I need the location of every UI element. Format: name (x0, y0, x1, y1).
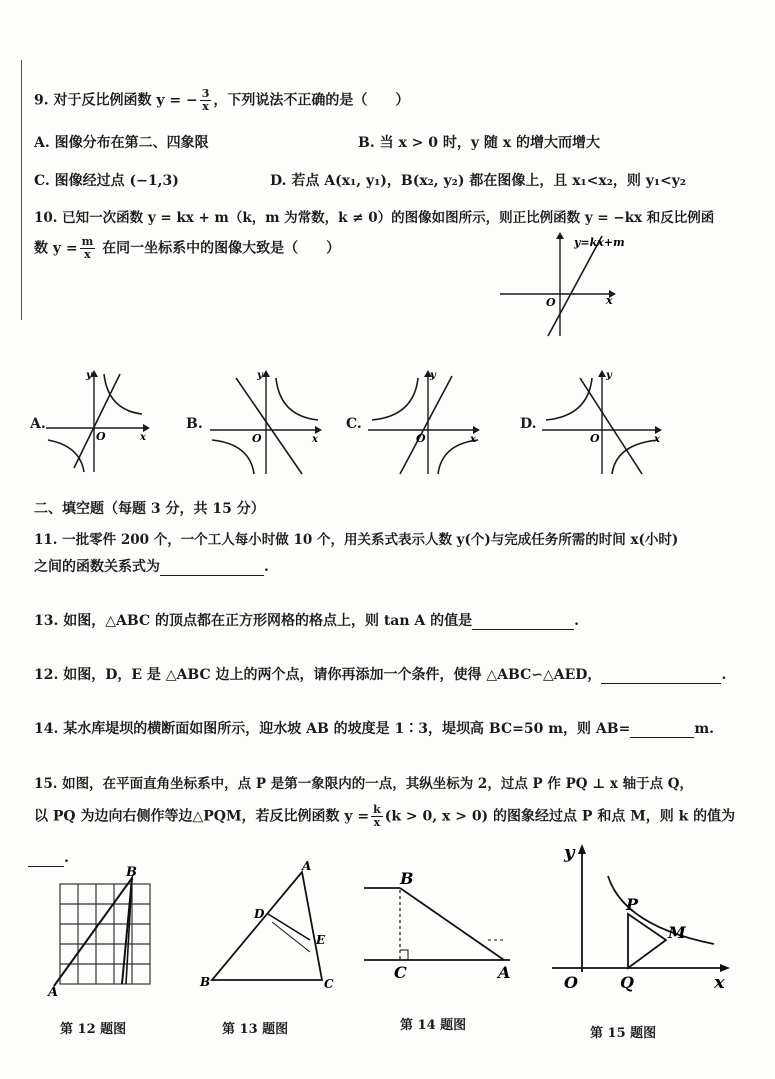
q11-line1: 11. 一批零件 200 个，一个工人每小时做 10 个，用关系式表示人数 y(个)与完成任务所需的时间 x(小时) (34, 532, 679, 548)
q10-frac-den: x (84, 248, 91, 261)
q10-option-c-label[interactable]: C. (346, 416, 362, 432)
origin-label: O (252, 432, 262, 445)
q10-option-d-graph[interactable] (542, 368, 667, 478)
q15-fraction (371, 804, 383, 829)
label-a: A (302, 859, 312, 873)
q10-line1: 10. 已知一次函数 y = kx + m（k，m 为常数，k ≠ 0）的图像如图所示，则正比例函数 y = −kx 和反比例函 (34, 210, 715, 226)
x-arrow-icon (720, 964, 730, 972)
label-b: B (400, 869, 414, 888)
q10-option-a-graph[interactable] (46, 368, 156, 478)
x-arrow-icon (655, 426, 662, 434)
q11-line2-text: 之间的函数关系式为 (34, 559, 160, 575)
hyperbola-branch-3 (48, 440, 84, 472)
hyperbola-branch-1 (276, 378, 318, 420)
q10-option-b-graph[interactable] (210, 368, 325, 478)
y-arrow-icon (556, 232, 564, 239)
q9-option-d[interactable]: D. 若点 A(x₁, y₁)，B(x₂, y₂) 都在图像上，且 x₁<x₂，则 y₁<y₂ (270, 173, 687, 189)
q15-end: . (64, 850, 69, 866)
label-a: A (48, 985, 59, 1000)
x-axis-label: x (470, 434, 476, 445)
slope-ab (400, 888, 504, 960)
y-arrow-icon (598, 370, 606, 377)
q15-answer-blank[interactable] (28, 850, 64, 867)
label-m: M (668, 923, 686, 942)
y-arrow-icon (578, 844, 586, 854)
q10-option-b-label[interactable]: B. (186, 416, 203, 432)
label-e: E (316, 933, 326, 947)
hyperbola-curve (608, 876, 714, 944)
hyperbola-branch-3 (212, 440, 254, 474)
fig12-grid-figure (40, 865, 160, 1000)
y-axis-label: y (430, 370, 436, 381)
page-margin-line (21, 60, 22, 320)
origin-label: O (590, 432, 600, 445)
x-axis-label: x (606, 294, 613, 307)
linear-function-line (548, 236, 602, 336)
q10-fraction (80, 236, 96, 261)
square-grid (60, 884, 150, 984)
q15-line2-prefix: 以 PQ 为边向右侧作等边△PQM，若反比例函数 y = (34, 808, 370, 825)
q9-option-b[interactable]: B. 当 x > 0 时，y 随 x 的增大而增大 (358, 135, 600, 151)
y-axis-label: y (606, 370, 612, 381)
proportional-line (74, 374, 120, 468)
q9-suffix: ，下列说法不正确的是（ ） (213, 92, 410, 109)
fig15-coordinate-figure (548, 842, 738, 992)
right-angle-mark (400, 950, 408, 960)
label-c: C (394, 963, 407, 982)
q9-frac-den: x (202, 100, 209, 113)
q13-text: 13. 如图，△ABC 的顶点都在正方形网格的格点上，则 tan A 的值是 (34, 613, 473, 629)
origin-label: O (96, 430, 106, 443)
hyperbola-branch-1 (104, 374, 142, 414)
q15-frac-num: k (373, 803, 381, 816)
q13-line (34, 610, 579, 630)
label-b: B (200, 975, 211, 989)
q10-option-d-label[interactable]: D. (520, 416, 537, 432)
hyperbola-branch-4 (612, 440, 658, 474)
q12-answer-blank[interactable] (601, 667, 721, 684)
label-c: C (324, 977, 334, 991)
q14-answer-blank[interactable] (630, 721, 694, 738)
q15-line2-suffix: (k > 0, x > 0) 的图象经过点 P 和点 M，则 k 的值为 (384, 808, 736, 825)
x-axis-label: x (140, 432, 146, 443)
fig15-caption: 第 15 题图 (590, 1026, 657, 1041)
q14-line (34, 718, 714, 738)
fig12-caption: 第 12 题图 (60, 1022, 127, 1037)
q14-text: 14. 某水库堤坝的横断面如图所示，迎水坡 AB 的坡度是 1∶3，堤坝高 BC=50 m，则 AB= (34, 721, 631, 737)
origin-label: O (546, 296, 556, 309)
hyperbola-branch-2 (546, 378, 592, 420)
q9-prefix: 9. 对于反比例函数 y = − (34, 92, 198, 109)
triangle-pqm (628, 914, 666, 968)
label-d: D (254, 907, 265, 921)
q10-linear-graph (500, 228, 625, 340)
q12-end: . (721, 667, 727, 683)
q9-stem (34, 88, 409, 113)
q10-frac-num: m (81, 235, 94, 248)
q15-line2 (34, 804, 735, 829)
proportional-line (236, 378, 302, 474)
triangle-abc (212, 872, 322, 980)
q9-frac-num: 3 (201, 87, 210, 100)
q13-answer-blank[interactable] (472, 613, 574, 630)
q14-end: m. (694, 721, 715, 737)
y-axis-label: y (564, 842, 575, 863)
origin-label: O (564, 973, 578, 992)
q9-option-c[interactable]: C. 图像经过点 (−1,3) (34, 173, 179, 189)
hyperbola-branch-4 (438, 440, 478, 474)
x-axis-label: x (714, 972, 725, 993)
q10-option-c-graph[interactable] (368, 368, 483, 478)
q15-frac-den: x (373, 816, 381, 829)
x-arrow-icon (315, 426, 322, 434)
q12-text: 12. 如图，D，E 是 △ABC 边上的两个点，请你再添加一个条件，使得 △ABC∽△AED， (34, 667, 602, 683)
fig14-caption: 第 14 题图 (400, 1018, 467, 1033)
x-axis-label: x (312, 434, 318, 445)
x-arrow-icon (473, 426, 480, 434)
hyperbola-branch-2 (372, 378, 418, 420)
q11-line2 (34, 556, 269, 576)
y-axis-label: y (257, 370, 263, 381)
proportional-line (400, 376, 452, 474)
q10-line2-prefix: 数 y = (34, 240, 78, 257)
triangle-abc (54, 878, 132, 986)
q10-line2 (34, 236, 340, 261)
label-q: Q (620, 973, 634, 992)
fig13-caption: 第 13 题图 (222, 1022, 289, 1037)
label-b: B (126, 865, 137, 880)
q11-end: . (264, 559, 269, 575)
y-arrow-icon (262, 370, 270, 377)
label-p: P (626, 895, 639, 914)
q9-option-a[interactable]: A. 图像分布在第二、四象限 (34, 135, 209, 151)
section-2-heading: 二、填空题（每题 3 分，共 15 分） (34, 501, 265, 517)
q13-end: . (574, 613, 580, 629)
q15-answer-line (28, 850, 69, 867)
linear-function-label: y=kx+m (574, 236, 625, 249)
q10-option-a-label[interactable]: A. (30, 416, 46, 432)
q9-fraction (200, 88, 212, 113)
y-axis-label: y (86, 370, 92, 381)
q11-answer-blank[interactable] (160, 559, 264, 576)
segment-de (268, 914, 310, 940)
fig13-triangle-figure (198, 858, 338, 998)
q15-line1: 15. 如图，在平面直角坐标系中，点 P 是第一象限内的一点，其纵坐标为 2，过点 P 作 PQ ⊥ x 轴于点 Q， (34, 776, 694, 792)
origin-label: O (416, 432, 426, 445)
fig14-dam-figure (360, 866, 520, 986)
label-a: A (498, 963, 511, 982)
q12-line (34, 664, 726, 684)
x-arrow-icon (143, 424, 150, 432)
x-axis-label: x (654, 434, 660, 445)
q10-line2-suffix: 在同一坐标系中的图像大致是（ ） (97, 240, 341, 257)
